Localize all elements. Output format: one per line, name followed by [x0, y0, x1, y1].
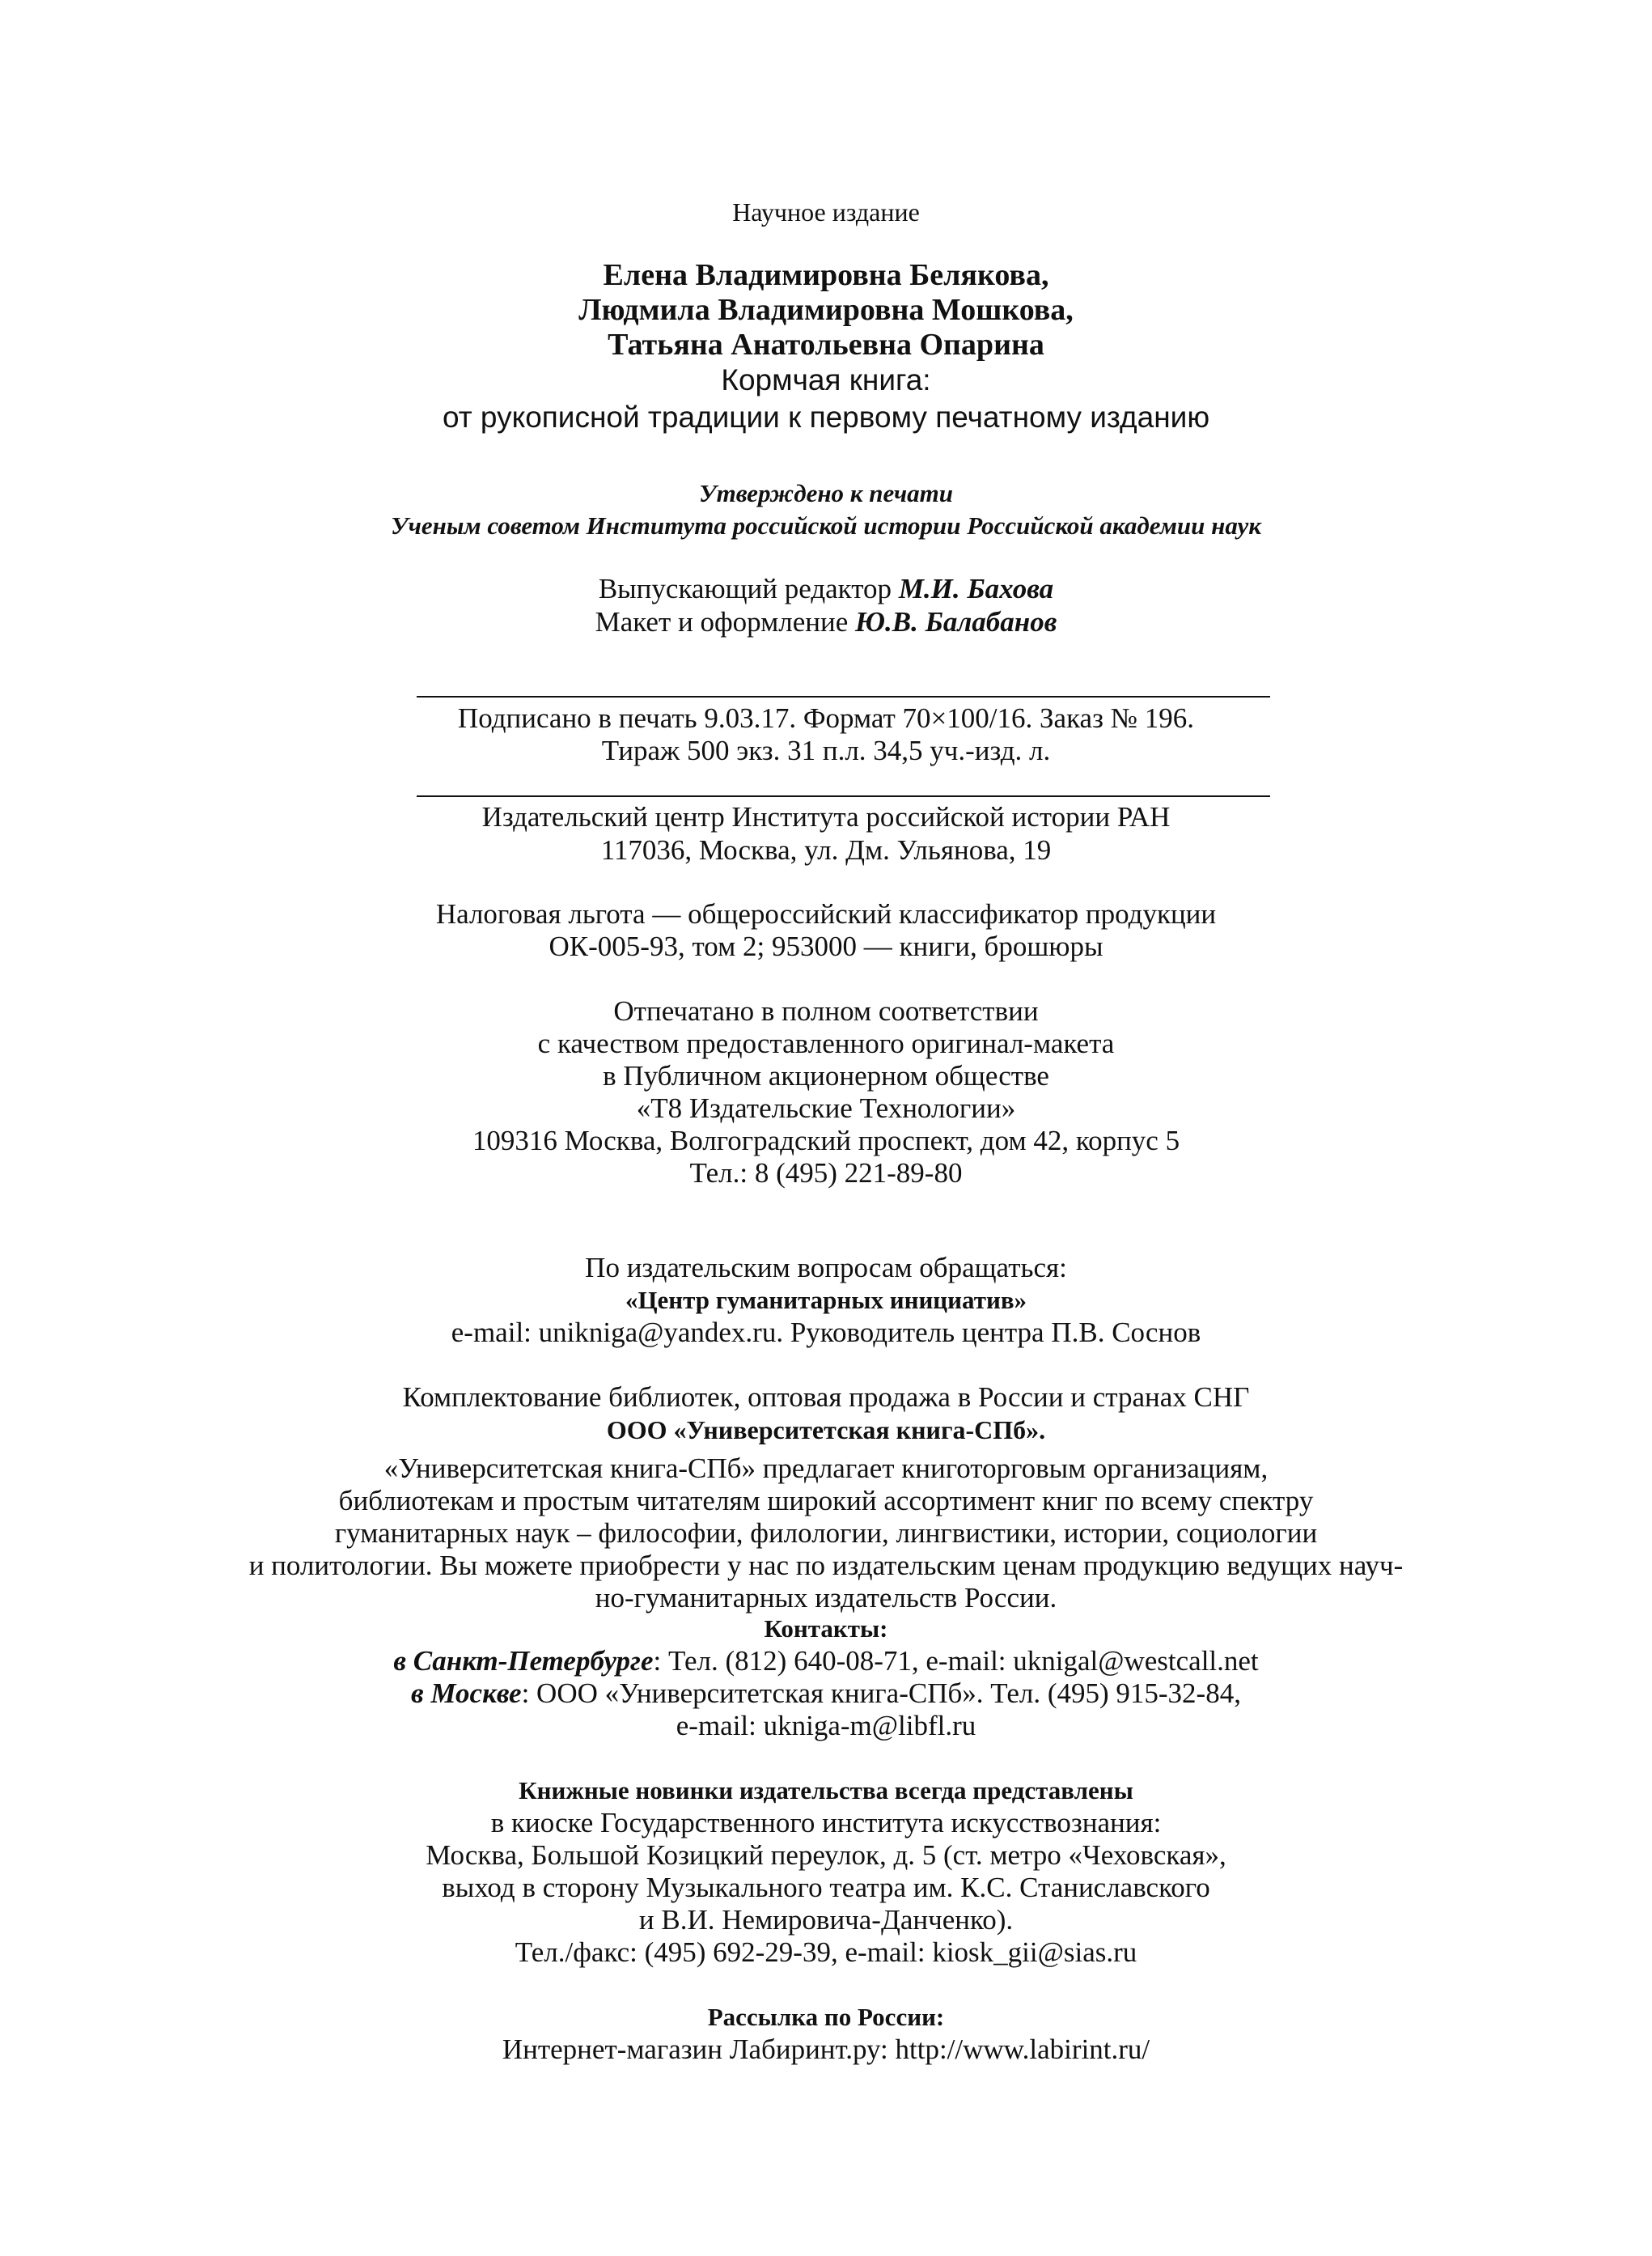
publisher-line-1: Издательский центр Института российской истории РАН	[481, 801, 1171, 833]
contacts-heading: Контакты:	[764, 1614, 888, 1643]
kiosk-line-2: Москва, Большой Козицкий переулок, д. 5 (ст. метро «Чеховская»,	[426, 1839, 1226, 1871]
contacts-msk-label: в Москве	[411, 1677, 522, 1709]
distribution-paragraph-line-5: но-гуманитарных издательств России.	[595, 1582, 1057, 1614]
printer-line-2: с качеством предоставленного оригинал-макета	[537, 1028, 1115, 1059]
publisher-address: 117036, Москва, ул. Дм. Ульянова, 19	[600, 834, 1052, 866]
distribution-org: ООО «Университетская книга-СПб».	[606, 1415, 1046, 1444]
kiosk-line-1: в киоске Государственного института искусствознания:	[490, 1807, 1162, 1838]
book-title-line-2: от рукописной традиции к первому печатному изданию	[442, 401, 1210, 434]
distribution-paragraph-line-2: библиотекам и простым читателям широкий ассортимент книг по всему спектру	[338, 1485, 1314, 1516]
approval-line-1: Утверждено к печати	[699, 479, 953, 507]
distribution-paragraph-line-4: и политологии. Вы можете приобрести у нас по издательским ценам продукцию ведущих науч-	[248, 1550, 1404, 1581]
editor-label: Выпускающий редактор	[598, 573, 892, 604]
print-info-line-2: Тираж 500 экз. 31 п.л. 34,5 уч.-изд. л.	[601, 735, 1051, 766]
printer-line-5: 109316 Москва, Волгоградский проспект, дом 42, корпус 5	[472, 1125, 1180, 1156]
kiosk-heading: Книжные новинки издательства всегда представлены	[519, 1776, 1133, 1804]
inquiries-contact: e-mail: unikniga@yandex.ru. Руководитель центра П.В. Соснов	[451, 1317, 1201, 1348]
editor-line	[0, 573, 1652, 605]
contacts-msk-email: e-mail: ukniga-m@libfl.ru	[676, 1710, 976, 1741]
author-3: Татьяна Анатольевна Опарина	[608, 328, 1044, 362]
printer-line-1: Отпечатано в полном соответствии	[613, 995, 1039, 1027]
distribution-paragraph-line-3: гуманитарных наук – философии, филологии, лингвистики, истории, социологии	[334, 1517, 1318, 1549]
distribution-paragraph-line-1: «Университетская книга-СПб» предлагает книготорговым организациям,	[383, 1452, 1269, 1484]
mailing-line: Интернет-магазин Лабиринт.ру: http://www.labirint.ru/	[502, 2033, 1150, 2065]
contacts-msk	[0, 1677, 1652, 1710]
divider-top	[417, 696, 1270, 698]
contacts-spb	[0, 1645, 1652, 1677]
author-1: Елена Владимировна Белякова,	[603, 258, 1049, 292]
divider-bottom	[417, 795, 1270, 797]
distribution-line-1: Комплектование библиотек, оптовая продажа в России и странах СНГ	[402, 1381, 1250, 1413]
printer-phone: Тел.: 8 (495) 221-89-80	[689, 1157, 963, 1189]
printer-line-3: в Публичном акционерном обществе	[603, 1060, 1049, 1092]
print-info-line-1: Подписано в печать 9.03.17. Формат 70×100/16. Заказ № 196.	[457, 702, 1195, 734]
inquiries-org: «Центр гуманитарных инициатив»	[625, 1286, 1027, 1314]
kiosk-line-4: и В.И. Немировича-Данченко).	[638, 1904, 1014, 1936]
edition-type: Научное издание	[732, 197, 920, 227]
contacts-spb-text: : Тел. (812) 640-08-71, e-mail: uknigal@westcall.net	[653, 1645, 1259, 1677]
approval-line-2: Ученым советом Института российской истории Российской академии наук	[391, 511, 1261, 540]
tax-line-2: ОК-005-93, том 2; 953000 — книги, брошюры	[549, 931, 1103, 962]
book-title-line-1: Кормчая книга:	[721, 363, 931, 396]
editor-name: М.И. Бахова	[898, 573, 1054, 604]
layout-name: Ю.В. Балабанов	[855, 606, 1057, 638]
author-2: Людмила Владимировна Мошкова,	[578, 293, 1074, 327]
layout-label: Макет и оформление	[595, 606, 849, 638]
layout-line	[0, 606, 1652, 638]
tax-line-1: Налоговая льгота — общероссийский классификатор продукции	[435, 898, 1217, 930]
contacts-spb-label: в Санкт-Петербурге	[393, 1645, 654, 1677]
contacts-msk-text: : ООО «Университетская книга-СПб». Тел. (495) 915-32-84,	[521, 1677, 1241, 1709]
kiosk-phone: Тел./факс: (495) 692-29-39, e-mail: kiosk_gii@sias.ru	[515, 1936, 1137, 1968]
mailing-heading: Рассылка по России:	[707, 2003, 945, 2031]
inquiries-line-1: По издательским вопросам обращаться:	[585, 1252, 1067, 1283]
printer-line-4: «Т8 Издательские Технологии»	[636, 1092, 1016, 1124]
kiosk-line-3: выход в сторону Музыкального театра им. К.С. Станиславского	[442, 1872, 1210, 1903]
